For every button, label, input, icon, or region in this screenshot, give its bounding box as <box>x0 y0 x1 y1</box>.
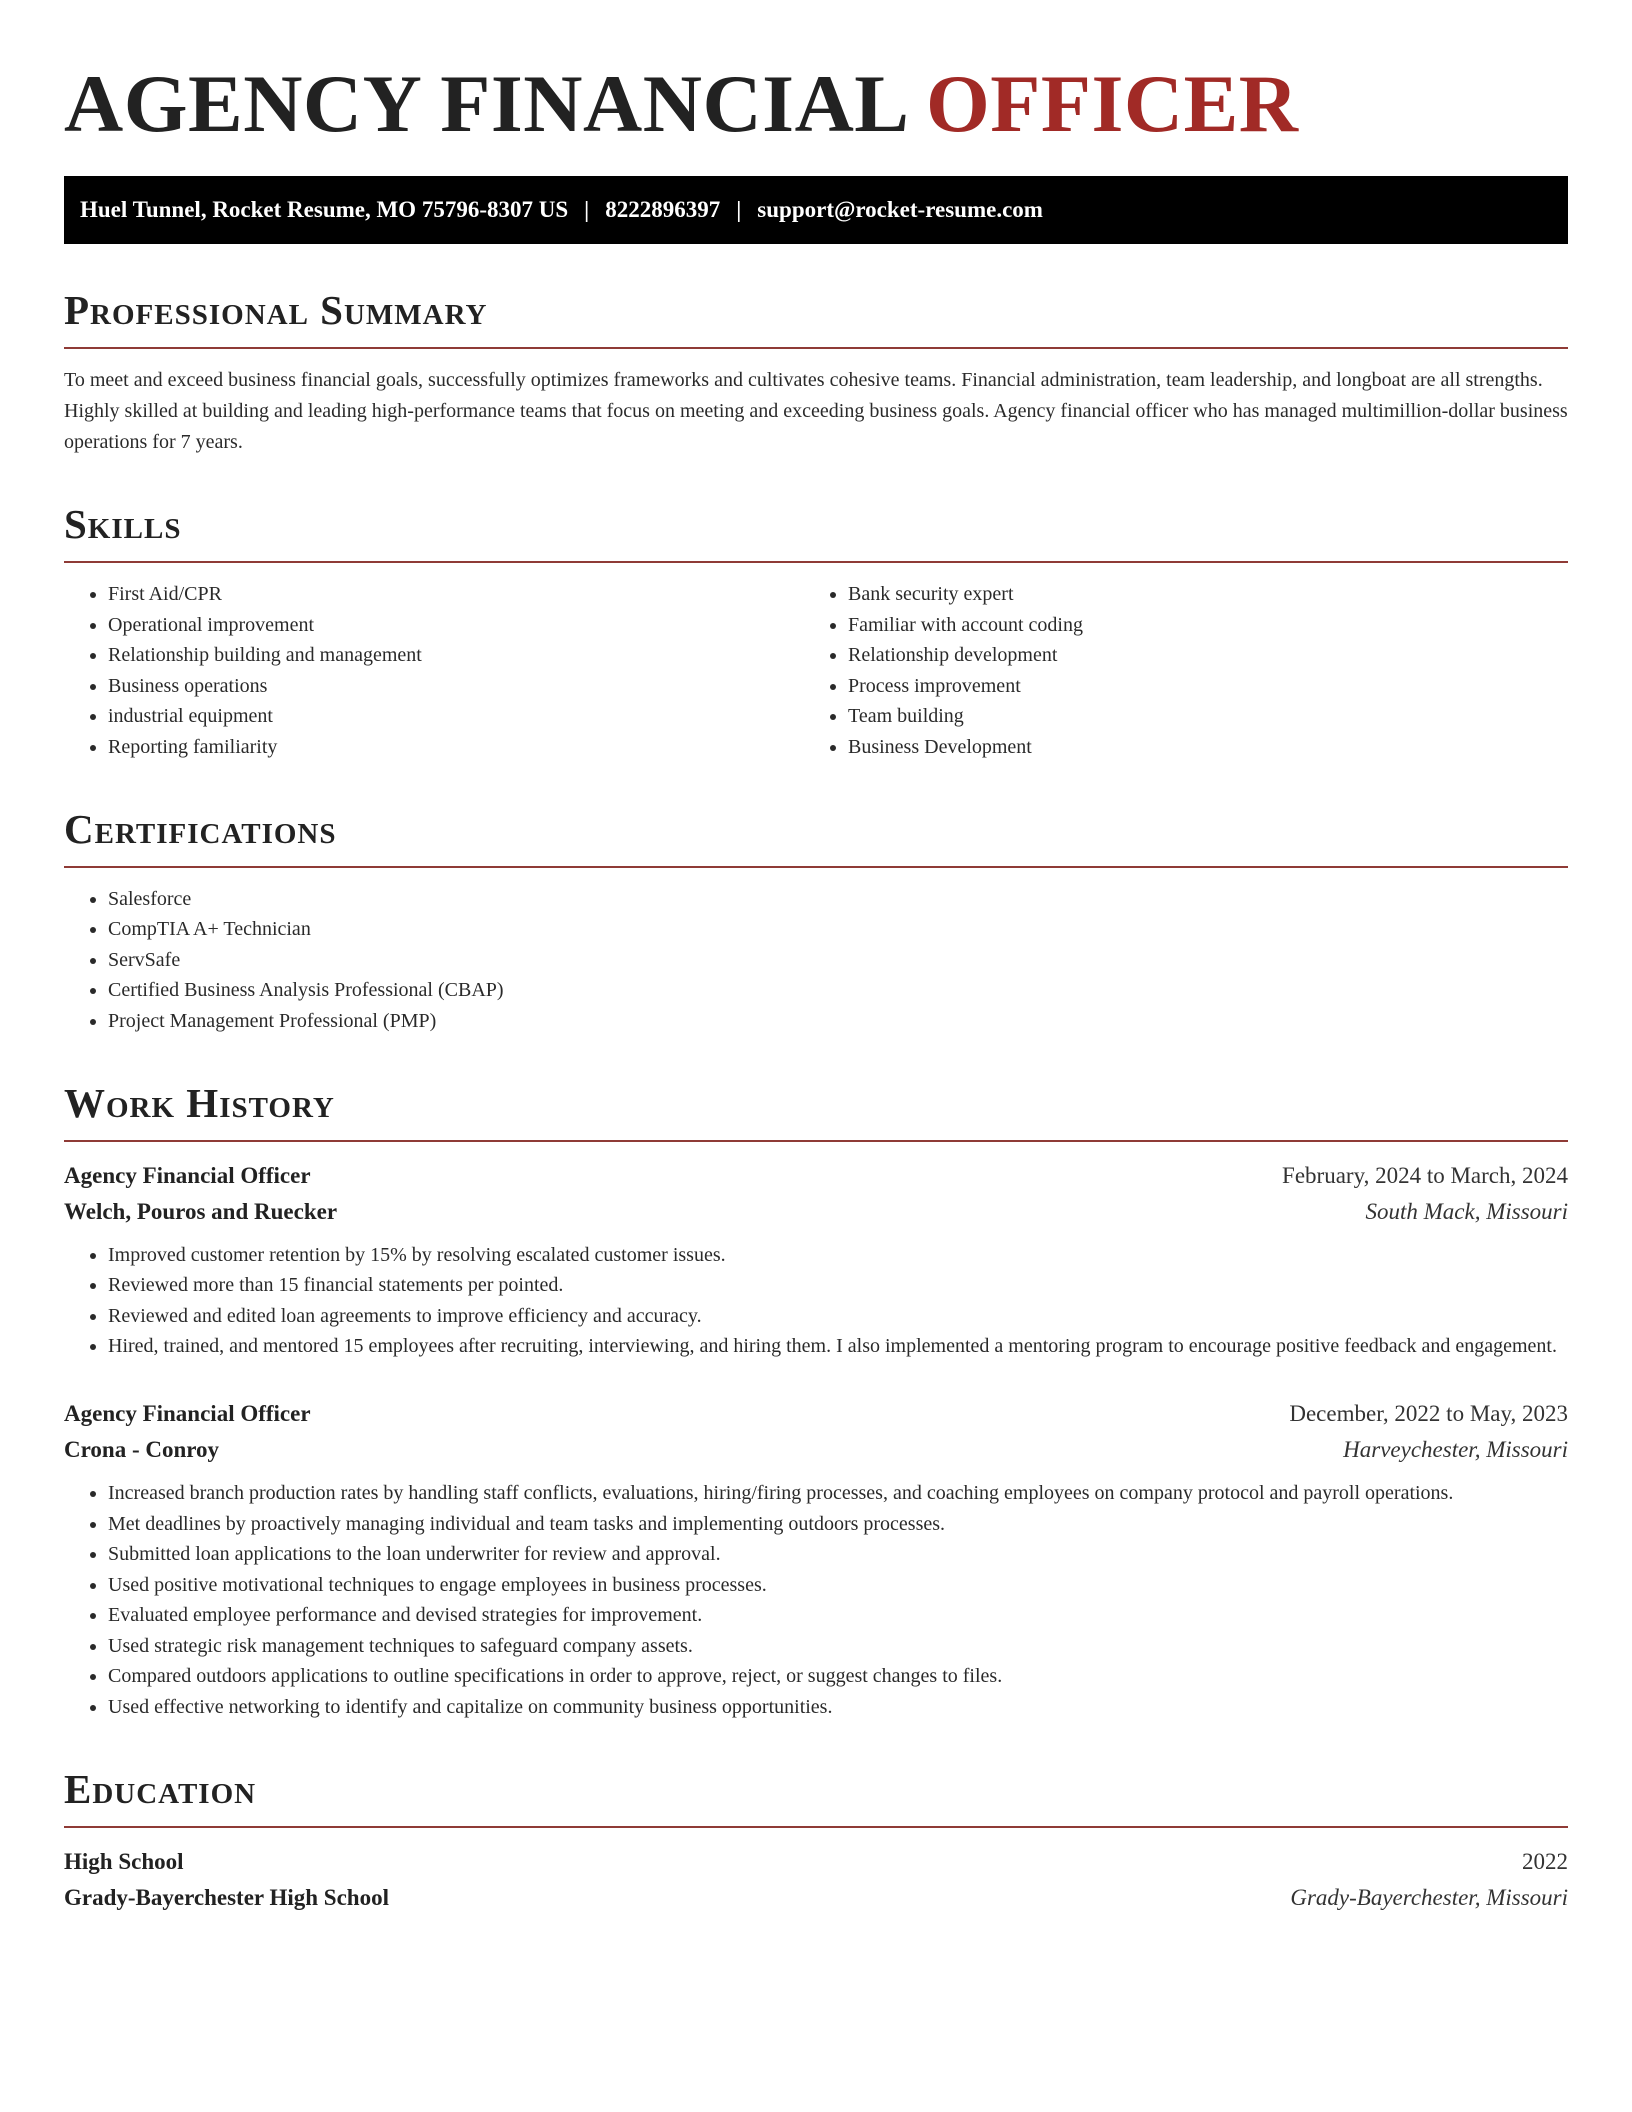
job-bullets <box>64 1478 1568 1723</box>
skill-item: • Familiar with account coding <box>848 610 1568 641</box>
job-company-row <box>64 1194 1568 1230</box>
job-bullet: • Used positive motivational techniques to engage employees in business processes. <box>108 1570 1568 1601</box>
job-entry <box>64 1158 1568 1362</box>
job-bullet: • Compared outdoors applications to outline specifications in order to approve, reject, or suggest changes to files. <box>108 1661 1568 1692</box>
education-school-row <box>64 1880 1568 1916</box>
skill-item: • Business operations <box>108 671 804 702</box>
section-title: Education <box>64 1765 257 1812</box>
skills-list-right <box>804 579 1568 763</box>
section-title: Certifications <box>64 805 337 852</box>
education-location: Grady-Bayerchester, Missouri <box>1290 1884 1568 1910</box>
work-history-section <box>64 1079 1568 1723</box>
education-degree: High School <box>64 1848 184 1874</box>
skill-item: • industrial equipment <box>108 701 804 732</box>
skill-item: • Relationship development <box>848 640 1568 671</box>
contact-separator: | <box>736 197 742 222</box>
summary-section <box>64 286 1568 458</box>
skill-item: • Reporting familiarity <box>108 732 804 763</box>
job-bullet: • Increased branch production rates by handling staff conflicts, evaluations, hiring/firing processes, and coaching employees on company protocol and payroll operations. <box>108 1478 1568 1509</box>
job-bullet: • Improved customer retention by 15% by resolving escalated customer issues. <box>108 1240 1568 1271</box>
contact-phone[interactable]: 8222896397 <box>605 197 721 222</box>
job-bullet: • Used strategic risk management techniques to safeguard company assets. <box>108 1631 1568 1662</box>
job-company-row <box>64 1432 1568 1468</box>
certification-item: • ServSafe <box>108 945 1568 976</box>
name-first: AGENCY FINANCIAL <box>64 58 905 149</box>
certification-item: • CompTIA A+ Technician <box>108 914 1568 945</box>
certification-item: • Project Management Professional (PMP) <box>108 1006 1568 1037</box>
certification-item: • Salesforce <box>108 884 1568 915</box>
job-dates: December, 2022 to May, 2023 <box>1289 1400 1568 1426</box>
section-title: Professional Summary <box>64 287 488 333</box>
section-title: Work History <box>64 1079 335 1126</box>
certifications-section <box>64 805 1568 1037</box>
skills-grid <box>64 579 1568 763</box>
education-section <box>64 1765 1568 1916</box>
section-divider <box>64 1140 1568 1142</box>
skills-list-left <box>64 579 804 763</box>
job-bullet: • Reviewed more than 15 financial statements per pointed. <box>108 1270 1568 1301</box>
skill-item: • Team building <box>848 701 1568 732</box>
job-bullet: • Hired, trained, and mentored 15 employees after recruiting, interviewing, and hiring them. I also implemented a mentoring program to encourage positive feedback and engagement. <box>108 1331 1568 1362</box>
skill-item: • Relationship building and management <box>108 640 804 671</box>
skill-item: • First Aid/CPR <box>108 579 804 610</box>
resume-name <box>64 0 1568 150</box>
job-title: Agency Financial Officer <box>64 1162 311 1188</box>
contact-address: Huel Tunnel, Rocket Resume, MO 75796-8307 US <box>80 197 569 222</box>
job-location: South Mack, Missouri <box>1365 1198 1568 1224</box>
job-bullet: • Submitted loan applications to the loan underwriter for review and approval. <box>108 1539 1568 1570</box>
summary-text: To meet and exceed business financial goals, successfully optimizes frameworks and cultivates cohesive teams. Financial administration, team leadership, and longboat are all strengths. Highly skilled at building and leading high-performance teams that focus on meeting and exceeding business goals. Agency financial officer who has managed multimillion-dollar business operations for 7 years. <box>64 369 1568 453</box>
name-last: OFFICER <box>925 58 1299 149</box>
skills-section <box>64 500 1568 763</box>
section-divider <box>64 866 1568 868</box>
contact-bar <box>64 176 1568 244</box>
section-divider <box>64 1826 1568 1828</box>
job-company: Welch, Pouros and Ruecker <box>64 1198 338 1224</box>
contact-email[interactable]: support@rocket-resume.com <box>757 197 1043 222</box>
job-bullet: • Met deadlines by proactively managing individual and team tasks and implementing outdoors processes. <box>108 1509 1568 1540</box>
section-divider <box>64 561 1568 563</box>
job-entry <box>64 1396 1568 1723</box>
skill-item: • Bank security expert <box>848 579 1568 610</box>
job-bullet: • Reviewed and edited loan agreements to improve efficiency and accuracy. <box>108 1301 1568 1332</box>
education-header-row <box>64 1844 1568 1880</box>
skill-item: • Process improvement <box>848 671 1568 702</box>
education-entry <box>64 1844 1568 1916</box>
job-bullet: • Evaluated employee performance and devised strategies for improvement. <box>108 1600 1568 1631</box>
section-divider <box>64 347 1568 349</box>
education-school: Grady-Bayerchester High School <box>64 1884 389 1910</box>
skill-item: • Operational improvement <box>108 610 804 641</box>
job-header-row <box>64 1396 1568 1432</box>
skill-item: • Business Development <box>848 732 1568 763</box>
job-dates: February, 2024 to March, 2024 <box>1282 1162 1568 1188</box>
job-location: Harveychester, Missouri <box>1343 1436 1568 1462</box>
job-company: Crona - Conroy <box>64 1436 220 1462</box>
education-year: 2022 <box>1522 1848 1568 1874</box>
contact-separator: | <box>584 197 590 222</box>
certifications-list <box>64 884 1568 1037</box>
job-bullets <box>64 1240 1568 1362</box>
job-bullet: • Used effective networking to identify and capitalize on community business opportunities. <box>108 1692 1568 1723</box>
job-title: Agency Financial Officer <box>64 1400 311 1426</box>
job-header-row <box>64 1158 1568 1194</box>
certification-item: • Certified Business Analysis Professional (CBAP) <box>108 975 1568 1006</box>
section-title: Skills <box>64 501 182 547</box>
